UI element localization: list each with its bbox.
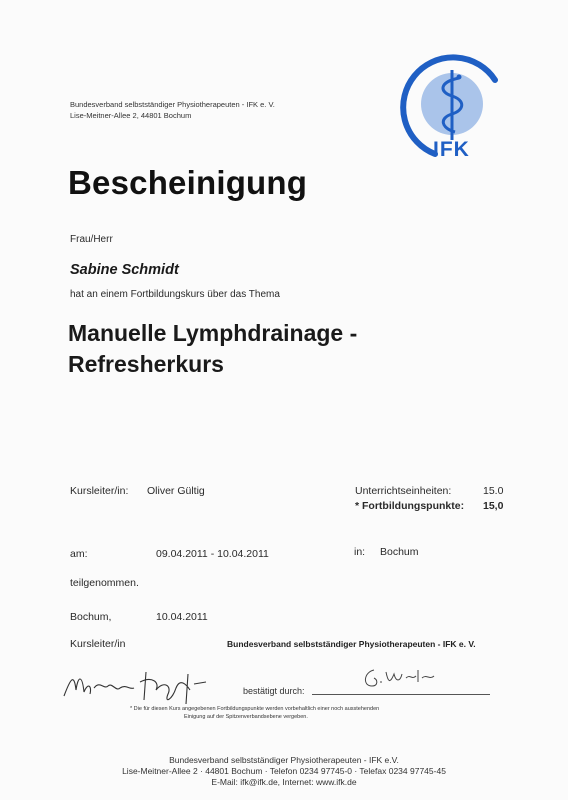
letterhead-org: Bundesverband selbstständiger Physiotherapeuten - IFK e. V. [70, 100, 275, 109]
leader-name: Oliver Gültig [147, 485, 205, 497]
footnote-line2: Einigung auf der Spitzenverbandsebene vergeben. [184, 714, 308, 720]
intro-text: hat an einem Fortbildungskurs über das Thema [70, 289, 280, 300]
leader-label: Kursleiter/in: [70, 485, 129, 497]
document-title: Bescheinigung [68, 164, 308, 201]
letterhead-address: Lise-Meitner-Allee 2, 44801 Bochum [70, 111, 192, 120]
units-label: Unterrichtseinheiten: [355, 485, 452, 497]
ifk-logo [395, 48, 515, 168]
sign-leader-label: Kursleiter/in [70, 638, 126, 650]
footer-line3: E-Mail: ifk@ifk.de, Internet: www.ifk.de [211, 777, 357, 787]
confirm-signature [360, 664, 450, 694]
participant-name: Sabine Schmidt [70, 262, 179, 278]
leader-signature [60, 660, 230, 710]
course-topic-line2: Refresherkurs [68, 351, 224, 377]
letterhead [70, 99, 275, 121]
date-value: 09.04.2011 - 10.04.2011 [156, 548, 269, 560]
confirmed-label: bestätigt durch: [243, 686, 305, 696]
sign-place: Bochum, [70, 611, 112, 623]
place-label: in: [354, 546, 366, 558]
points-value: 15,0 [483, 500, 504, 512]
course-topic-line1: Manuelle Lymphdrainage - [68, 320, 358, 346]
place-value: Bochum [380, 546, 419, 558]
signature-line [312, 694, 490, 695]
logo-text: IFK [433, 138, 470, 161]
course-topic [68, 318, 357, 380]
footnote-line1: * Die für diesen Kurs angegebenen Fortbildungspunkte werden vorbehaltlich einer noch ausstehenden [130, 706, 380, 712]
footer-line1: Bundesverband selbstständiger Physiotherapeuten - IFK e.V. [169, 755, 399, 765]
footer-line2: Lise-Meitner-Allee 2 · 44801 Bochum · Telefon 0234 97745-0 · Telefax 0234 97745-45 [122, 766, 446, 776]
date-label: am: [70, 548, 88, 560]
sign-date: 10.04.2011 [156, 611, 208, 623]
footnote [130, 705, 379, 721]
salutation: Frau/Herr [70, 234, 113, 245]
sign-org: Bundesverband selbstständiger Physiotherapeuten - IFK e. V. [227, 639, 476, 649]
points-label: * Fortbildungspunkte: [355, 500, 465, 512]
units-value: 15.0 [483, 485, 504, 497]
page-footer [0, 755, 568, 788]
completed-text: teilgenommen. [70, 577, 139, 589]
